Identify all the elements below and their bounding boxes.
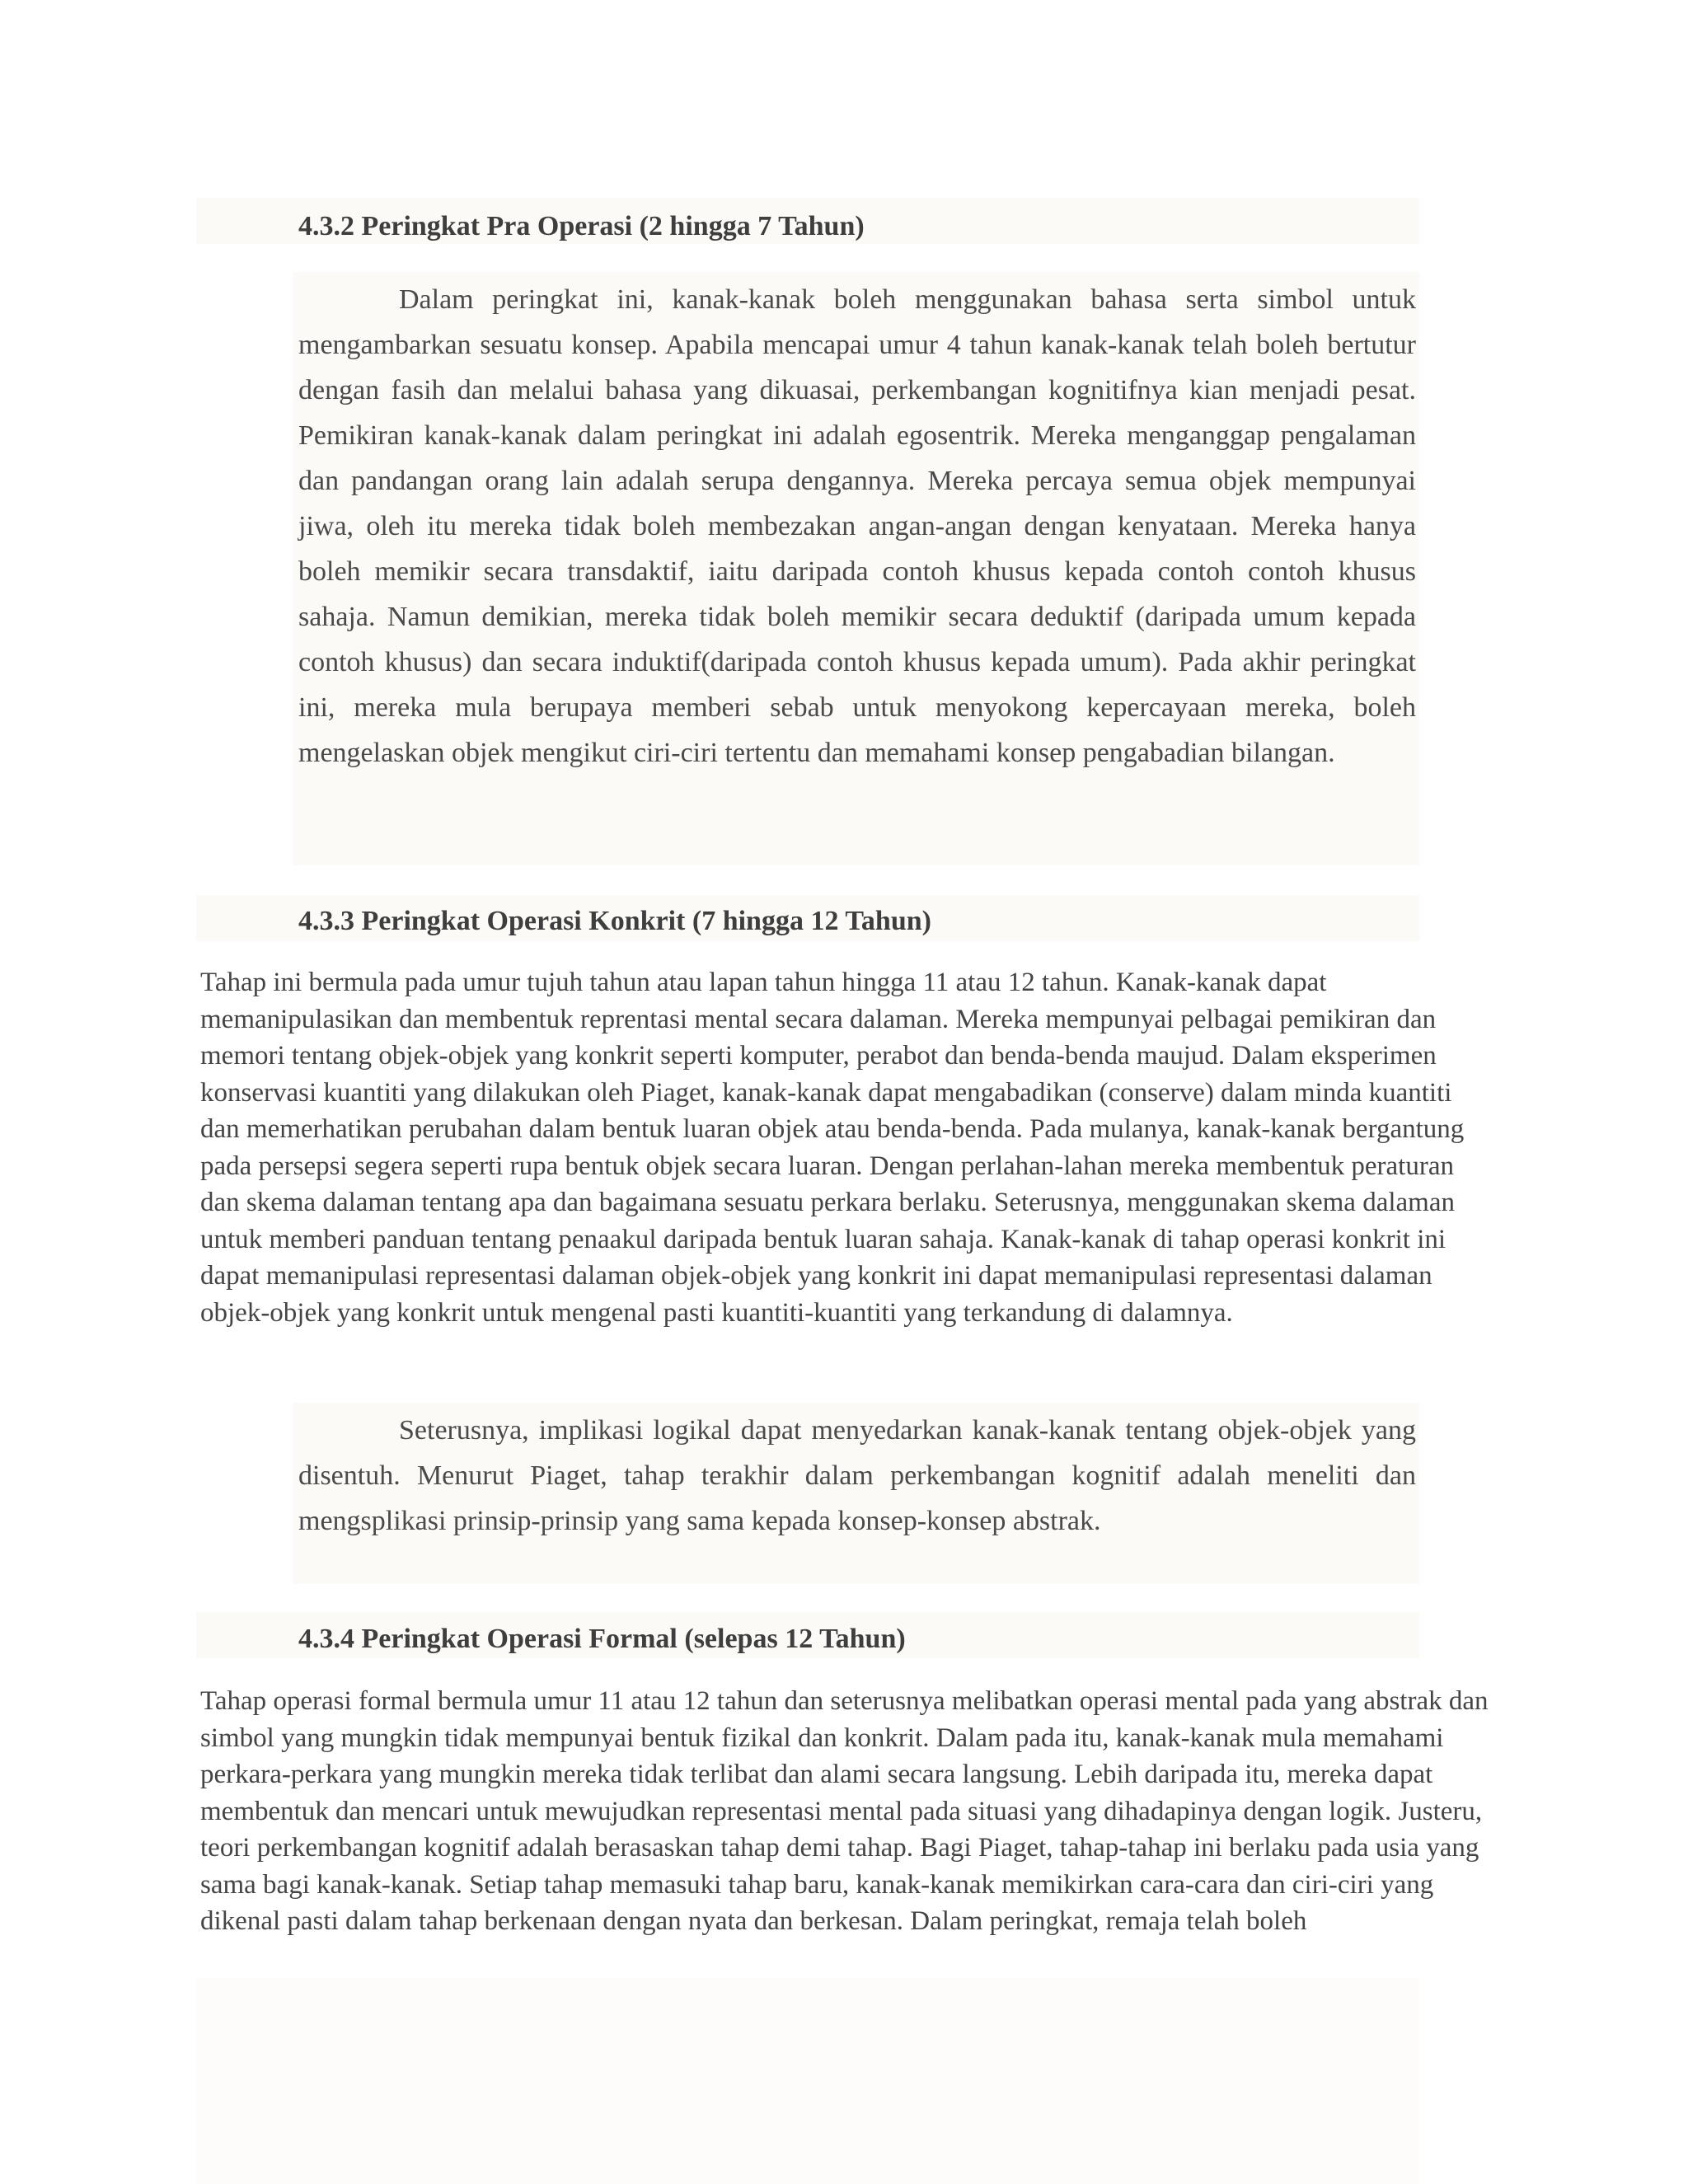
section-heading-432: 4.3.2 Peringkat Pra Operasi (2 hingga 7 Tahun) [298,211,865,241]
section-paragraph-433-continued: Seterusnya, implikasi logikal dapat menyedarkan kanak-kanak tentang objek-objek yang disentuh. Menurut Piaget, tahap terakhir dalam perkembangan kognitif adalah meneliti dan mengsplikasi prinsip-prinsip yang sama kepada konsep-konsep abstrak. [298,1415,1416,1536]
section-paragraph-432: Dalam peringkat ini, kanak-kanak boleh menggunakan bahasa serta simbol untuk mengambarkan sesuatu konsep. Apabila mencapai umur 4 tahun kanak-kanak telah boleh bertutur dengan fasih dan melalui bahasa yang dikuasai, perkembangan kognitifnya kian menjadi pesat. Pemikiran kanak-kanak dalam peringkat ini adalah egosentrik. Mereka menganggap pengalaman dan pandangan orang lain adalah serupa dengannya. Mereka percaya semua objek mempunyai jiwa, oleh itu mereka tidak boleh membezakan angan-angan dengan kenyataan. Mereka hanya boleh memikir secara transdaktif, iaitu daripada contoh khusus kepada contoh contoh khusus sahaja. Namun demikian, mereka tidak boleh memikir secara deduktif (daripada umum kepada contoh khusus) dan secara induktif(daripada contoh khusus kepada umum). Pada akhir peringkat ini, mereka mula berupaya memberi sebab untuk menyokong kepercayaan mereka, boleh mengelaskan objek mengikut ciri-ciri tertentu dan memahami konsep pengabadian bilangan. [298,284,1416,768]
section-heading-433: 4.3.3 Peringkat Operasi Konkrit (7 hingga 12 Tahun) [298,906,931,936]
section-heading-434: 4.3.4 Peringkat Operasi Formal (selepas 12 Tahun) [298,1624,906,1654]
lower-page-band [196,1978,1419,2184]
section-paragraph-433: Tahap ini bermula pada umur tujuh tahun atau lapan tahun hingga 11 atau 12 tahun. Kanak-kanak dapat memanipulasikan dan membentuk reprentasi mental secara dalaman. Mereka mempunyai pelbagai pemikiran dan memori tentang objek-objek yang konkrit seperti komputer, perabot dan benda-benda maujud. Dalam eksperimen konservasi kuantiti yang dilakukan oleh Piaget, kanak-kanak dapat mengabadikan (conserve) dalam minda kuantiti dan memerhatikan perubahan dalam bentuk luaran objek atau benda-benda. Pada mulanya, kanak-kanak bergantung pada persepsi segera seperti rupa bentuk objek secara luaran. Dengan perlahan-lahan mereka membentuk peraturan dan skema dalaman tentang apa dan bagaimana sesuatu perkara berlaku. Seterusnya, menggunakan skema dalaman untuk memberi panduan tentang penaakul daripada bentuk luaran sahaja. Kanak-kanak di tahap operasi konkrit ini dapat memanipulasi representasi dalaman objek-objek yang konkrit ini dapat memanipulasi representasi dalaman objek-objek yang konkrit untuk mengenal pasti kuantiti-kuantiti yang terkandung di dalamnya. [200,968,1465,1328]
section-paragraph-434: Tahap operasi formal bermula umur 11 atau 12 tahun dan seterusnya melibatkan operasi mental pada yang abstrak dan simbol yang mungkin tidak mempunyai bentuk fizikal dan konkrit. Dalam pada itu, kanak-kanak mula memahami perkara-perkara yang mungkin mereka tidak terlibat dan alami secara langsung. Lebih daripada itu, mereka dapat membentuk dan mencari untuk mewujudkan representasi mental pada situasi yang dihadapinya dengan logik. Justeru, teori perkembangan kognitif adalah berasaskan tahap demi tahap. Bagi Piaget, tahap-tahap ini berlaku pada usia yang sama bagi kanak-kanak. Setiap tahap memasuki tahap baru, kanak-kanak memikirkan cara-cara dan ciri-ciri yang dikenal pasti dalam tahap berkenaan dengan nyata dan berkesan. Dalam peringkat, remaja telah boleh [200,1686,1489,1936]
